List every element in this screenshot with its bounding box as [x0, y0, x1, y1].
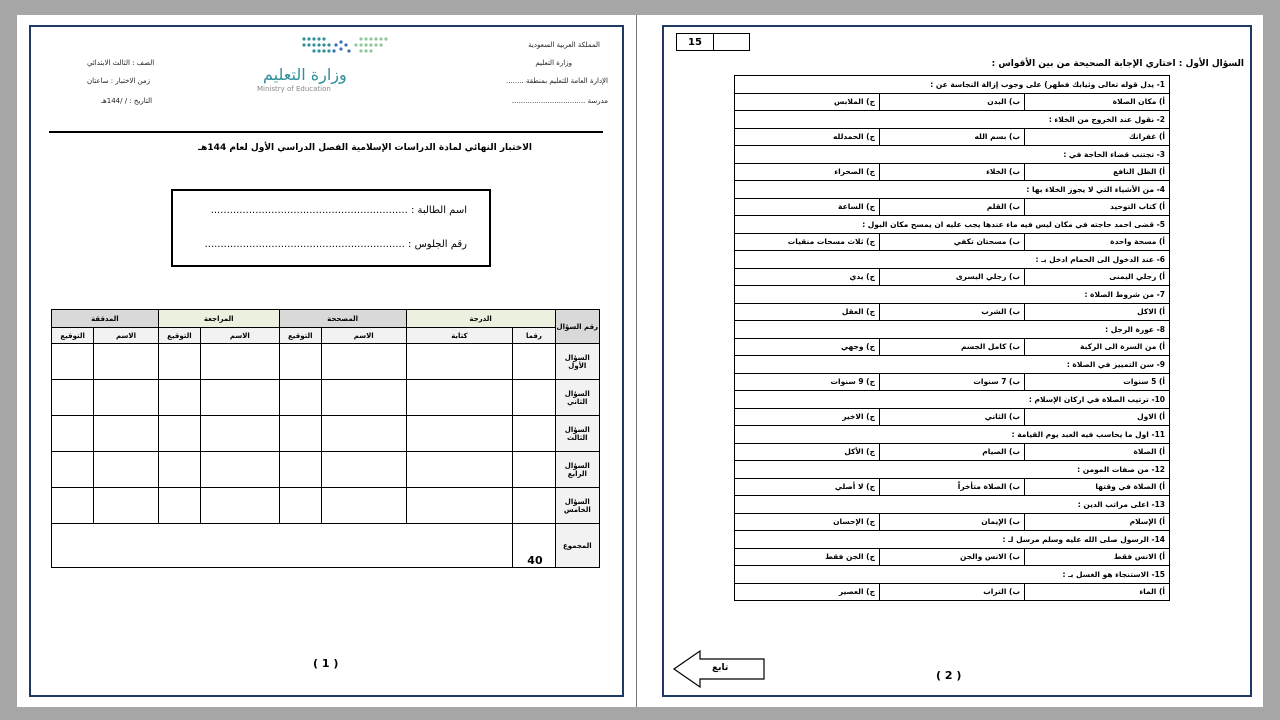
option-a[interactable]: أ) الإسلام — [1025, 513, 1170, 531]
option-c[interactable]: ج) الحمدلله — [735, 128, 880, 146]
option-b[interactable]: ب) الخلاء — [880, 163, 1025, 181]
question-row — [735, 111, 1170, 129]
option-b[interactable]: ب) مسحتان تكفي — [880, 233, 1025, 251]
auditor-signature-header: التوقيع — [52, 328, 94, 344]
option-c[interactable]: ج) الاخير — [735, 408, 880, 426]
header-ministry: وزارة التعليم — [535, 59, 572, 67]
group-grade: الدرجة — [406, 310, 555, 328]
grade-words-header: كتابة — [406, 328, 513, 344]
question-text: 10- ترتيب الصلاة في اركان الإسلام : — [735, 391, 1170, 409]
question-row — [735, 286, 1170, 304]
header-country: المملكة العربية السعودية — [528, 41, 600, 49]
option-a[interactable]: أ) الصلاة في وقتها — [1025, 478, 1170, 496]
option-c[interactable]: ج) العصير — [735, 583, 880, 601]
option-b[interactable]: ب) البدن — [880, 93, 1025, 111]
question-text: 6- عند الدخول الى الحمام ادخل بـ : — [735, 251, 1170, 269]
option-c[interactable]: ج) ثلاث مسحات منقيات — [735, 233, 880, 251]
question-row — [735, 76, 1170, 94]
question-row — [735, 251, 1170, 269]
auditor-name-header: الاسم — [94, 328, 158, 344]
option-b[interactable]: ب) كامل الجسم — [880, 338, 1025, 356]
question-row — [735, 531, 1170, 549]
question-text: 2- نقول عند الخروج من الخلاء : — [735, 111, 1170, 129]
question-row — [735, 146, 1170, 164]
option-a[interactable]: أ) الصلاة — [1025, 443, 1170, 461]
options-row — [735, 198, 1170, 216]
options-row — [735, 548, 1170, 566]
continue-label: تابع — [712, 663, 729, 673]
table-row — [52, 452, 600, 488]
option-a[interactable]: أ) الاول — [1025, 408, 1170, 426]
score-box — [676, 33, 750, 51]
option-b[interactable]: ب) الإيمان — [880, 513, 1025, 531]
group-auditor: المدققة — [52, 310, 159, 328]
option-b[interactable]: ب) بسم الله — [880, 128, 1025, 146]
page-two — [662, 25, 1252, 697]
option-b[interactable]: ب) الشرب — [880, 303, 1025, 321]
question-text: 15- الاستنجاء هو الغسل بـ : — [735, 566, 1170, 584]
options-row — [735, 163, 1170, 181]
page-one — [29, 25, 624, 697]
question-text: 1- يدل قوله تعالى وثيابك فطهر) على وجوب إزالة النجاسة عن : — [735, 76, 1170, 94]
options-row — [735, 583, 1170, 601]
row-label: السؤال الرابع — [555, 452, 599, 488]
exam-title: الاختبار النهائي لمادة الدراسات الإسلامية الفصل الدراسي الأول لعام 144هـ — [198, 143, 532, 153]
header-admin: الإدارة العامة للتعليم بمنطقة ........ — [505, 77, 608, 85]
option-a[interactable]: أ) مكان الصلاة — [1025, 93, 1170, 111]
option-c[interactable]: ج) لا أصلي — [735, 478, 880, 496]
option-b[interactable]: ب) الثاني — [880, 408, 1025, 426]
option-a[interactable]: أ) الانس فقط — [1025, 548, 1170, 566]
row-label: السؤال الثاني — [555, 380, 599, 416]
header-rule — [49, 131, 603, 133]
question-title: السؤال الأول : اختاري الإجابة الصحيحة من بين الأقواس : — [991, 59, 1244, 69]
header-duration: زمن الاختبار : ساعتان — [87, 77, 151, 85]
question-row — [735, 391, 1170, 409]
seat-number-field: رقم الجلوس : ............................................................... — [204, 239, 467, 250]
page-number-one: ( 1 ) — [313, 657, 339, 670]
corrector-name-header: الاسم — [321, 328, 406, 344]
question-row — [735, 216, 1170, 234]
question-row — [735, 356, 1170, 374]
option-a[interactable]: أ) رجلي اليمنى — [1025, 268, 1170, 286]
options-row — [735, 303, 1170, 321]
question-text: 13- اعلى مراتب الدين : — [735, 496, 1170, 514]
question-text: 9- سن التمييز في الصلاة : — [735, 356, 1170, 374]
option-b[interactable]: ب) رجلي اليسرى — [880, 268, 1025, 286]
question-row — [735, 426, 1170, 444]
page-number-two: ( 2 ) — [936, 669, 962, 682]
group-corrector: المصححة — [279, 310, 406, 328]
grade-table — [51, 309, 600, 568]
option-a[interactable]: أ) مسحة واحدة — [1025, 233, 1170, 251]
question-row — [735, 496, 1170, 514]
row-label: السؤال الثالث — [555, 416, 599, 452]
options-row — [735, 268, 1170, 286]
option-c[interactable]: ج) الجن فقط — [735, 548, 880, 566]
option-c[interactable]: ج) الإحسان — [735, 513, 880, 531]
score-value: 15 — [677, 34, 714, 50]
question-text: 8- عورة الرجل : — [735, 321, 1170, 339]
option-a[interactable]: أ) الاكل — [1025, 303, 1170, 321]
ministry-logo-icon — [301, 35, 391, 57]
options-row — [735, 233, 1170, 251]
corrector-signature-header: التوقيع — [279, 328, 321, 344]
table-row — [52, 344, 600, 380]
option-a[interactable]: أ) 5 سنوات — [1025, 373, 1170, 391]
option-c[interactable]: ج) العقل — [735, 303, 880, 321]
option-c[interactable]: ج) الملابس — [735, 93, 880, 111]
option-c[interactable]: ج) 9 سنوات — [735, 373, 880, 391]
mcq-table — [734, 75, 1170, 601]
logo-arabic-text: وزارة التعليم — [263, 65, 347, 84]
option-b[interactable]: ب) الصلاة متأخراً — [880, 478, 1025, 496]
table-row — [52, 488, 600, 524]
page-divider — [636, 15, 637, 707]
question-text: 5- قضى احمد حاجته في مكان ليس فيه ماء عندها يجب عليه ان يمسح مكان البول : — [735, 216, 1170, 234]
grade-digits-header: رقما — [513, 328, 555, 344]
question-text: 11- اول ما يحاسب فيه العبد يوم القيامة : — [735, 426, 1170, 444]
table-row — [52, 416, 600, 452]
option-c[interactable]: ج) يدي — [735, 268, 880, 286]
question-text: 14- الرسول صلى الله عليه وسلم مرسل لـ : — [735, 531, 1170, 549]
option-c[interactable]: ج) الأكل — [735, 443, 880, 461]
option-a[interactable]: أ) من السرة الى الركبة — [1025, 338, 1170, 356]
student-name-field: اسم الطالبة : .............................................................. — [210, 205, 467, 216]
reviewer-name-header: الاسم — [201, 328, 280, 344]
option-a[interactable]: أ) غفرانك — [1025, 128, 1170, 146]
option-b[interactable]: ب) الصيام — [880, 443, 1025, 461]
total-label: المجموع — [555, 524, 599, 568]
total-empty — [52, 524, 513, 568]
row-label: السؤال الخامس — [555, 488, 599, 524]
option-a[interactable]: أ) كتاب التوحيد — [1025, 198, 1170, 216]
option-b[interactable]: ب) الانس والجن — [880, 548, 1025, 566]
option-b[interactable]: ب) التراب — [880, 583, 1025, 601]
question-number-header: رقم السؤال — [555, 310, 599, 344]
options-row — [735, 93, 1170, 111]
header-date: التاريخ : / /144هـ — [101, 97, 153, 105]
question-text: 7- من شروط الصلاة : — [735, 286, 1170, 304]
question-row — [735, 321, 1170, 339]
header-grade: الصف : الثالث الابتدائي — [87, 59, 155, 67]
question-text: 12- من صفات المومن : — [735, 461, 1170, 479]
options-row — [735, 443, 1170, 461]
question-row — [735, 181, 1170, 199]
logo-english-text: Ministry of Education — [257, 85, 331, 93]
options-row — [735, 513, 1170, 531]
option-c[interactable]: ج) الساعة — [735, 198, 880, 216]
question-row — [735, 461, 1170, 479]
option-a[interactable]: أ) الظل النافع — [1025, 163, 1170, 181]
reviewer-signature-header: التوقيع — [158, 328, 200, 344]
options-row — [735, 128, 1170, 146]
row-label: السؤال الأول — [555, 344, 599, 380]
options-row — [735, 338, 1170, 356]
option-b[interactable]: ب) القلم — [880, 198, 1025, 216]
option-a[interactable]: أ) الماء — [1025, 583, 1170, 601]
option-c[interactable]: ج) وجهي — [735, 338, 880, 356]
options-row — [735, 478, 1170, 496]
options-row — [735, 408, 1170, 426]
table-row — [52, 380, 600, 416]
question-text: 4- من الأشياء التي لا يجوز الخلاء بها : — [735, 181, 1170, 199]
student-info-box — [171, 189, 491, 267]
group-reviewer: المراجعة — [158, 310, 279, 328]
document-frame — [17, 15, 1263, 707]
header-school: مدرسة ................................. — [511, 97, 608, 105]
option-b[interactable]: ب) 7 سنوات — [880, 373, 1025, 391]
question-text: 3- تجتنب قضاء الحاجة في : — [735, 146, 1170, 164]
score-blank — [714, 34, 749, 50]
option-c[interactable]: ج) الصحراء — [735, 163, 880, 181]
options-row — [735, 373, 1170, 391]
question-row — [735, 566, 1170, 584]
total-value: 40 — [513, 524, 555, 568]
